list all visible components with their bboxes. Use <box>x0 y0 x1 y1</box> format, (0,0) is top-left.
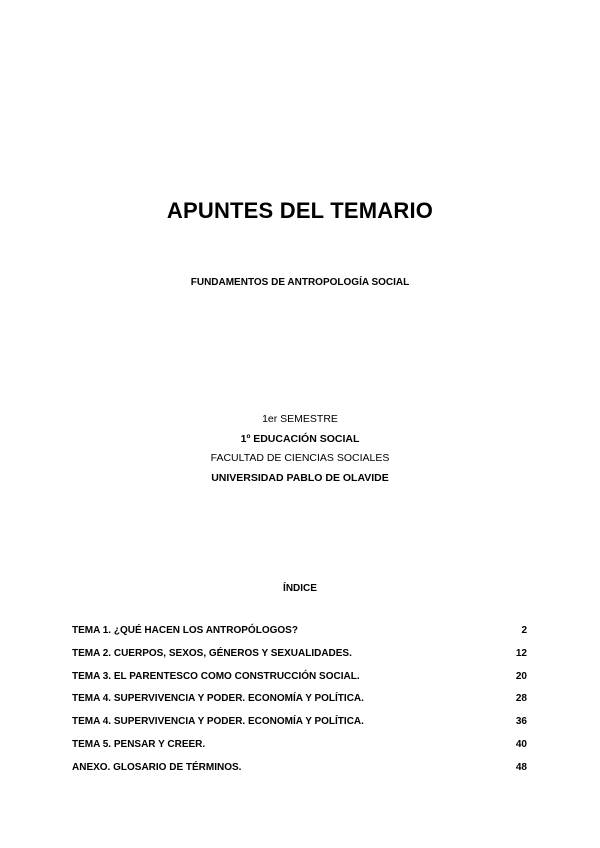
index-heading: ÍNDICE <box>283 583 317 594</box>
toc-entry[interactable] <box>72 738 527 761</box>
toc-entry-title: TEMA 5. PENSAR Y CREER. <box>72 738 206 750</box>
toc-entry-page: 40 <box>515 738 527 750</box>
toc-entry[interactable] <box>72 692 527 715</box>
toc-entry-page: 2 <box>521 625 527 636</box>
toc-entry-page: 20 <box>515 670 527 682</box>
toc-entry[interactable] <box>72 670 527 693</box>
table-of-contents <box>72 624 527 784</box>
toc-entry-title: TEMA 1. ¿QUÉ HACEN LOS ANTROPÓLOGOS? <box>72 625 298 636</box>
document-subtitle: FUNDAMENTOS DE ANTROPOLOGÍA SOCIAL <box>190 277 410 288</box>
toc-entry-page: 48 <box>515 761 527 773</box>
toc-entry[interactable] <box>72 715 527 738</box>
university-text: UNIVERSIDAD PABLO DE OLAVIDE <box>211 471 389 484</box>
toc-entry-title: ANEXO. GLOSARIO DE TÉRMINOS. <box>72 761 242 773</box>
toc-entry[interactable] <box>72 761 527 784</box>
toc-entry-title: TEMA 2. CUERPOS, SEXOS, GÉNEROS Y SEXUALIDADES. <box>72 647 352 659</box>
document-title: APUNTES DEL TEMARIO <box>166 198 434 223</box>
toc-entry-page: 12 <box>515 647 527 659</box>
toc-entry-page: 28 <box>515 693 527 705</box>
toc-entry-title: TEMA 4. SUPERVIVENCIA Y PODER. ECONOMÍA Y POLÍTICA. <box>72 716 364 728</box>
toc-entry[interactable] <box>72 647 527 670</box>
faculty-text: FACULTAD DE CIENCIAS SOCIALES <box>210 452 390 464</box>
toc-entry[interactable] <box>72 624 527 647</box>
toc-entry-page: 36 <box>515 716 527 728</box>
course-info <box>0 410 600 488</box>
semester-text: 1er SEMESTRE <box>262 413 338 425</box>
course-text: 1º EDUCACIÓN SOCIAL <box>240 432 360 445</box>
toc-entry-title: TEMA 3. EL PARENTESCO COMO CONSTRUCCIÓN SOCIAL. <box>72 670 360 682</box>
toc-entry-title: TEMA 4. SUPERVIVENCIA Y PODER. ECONOMÍA Y POLÍTICA. <box>72 693 364 705</box>
